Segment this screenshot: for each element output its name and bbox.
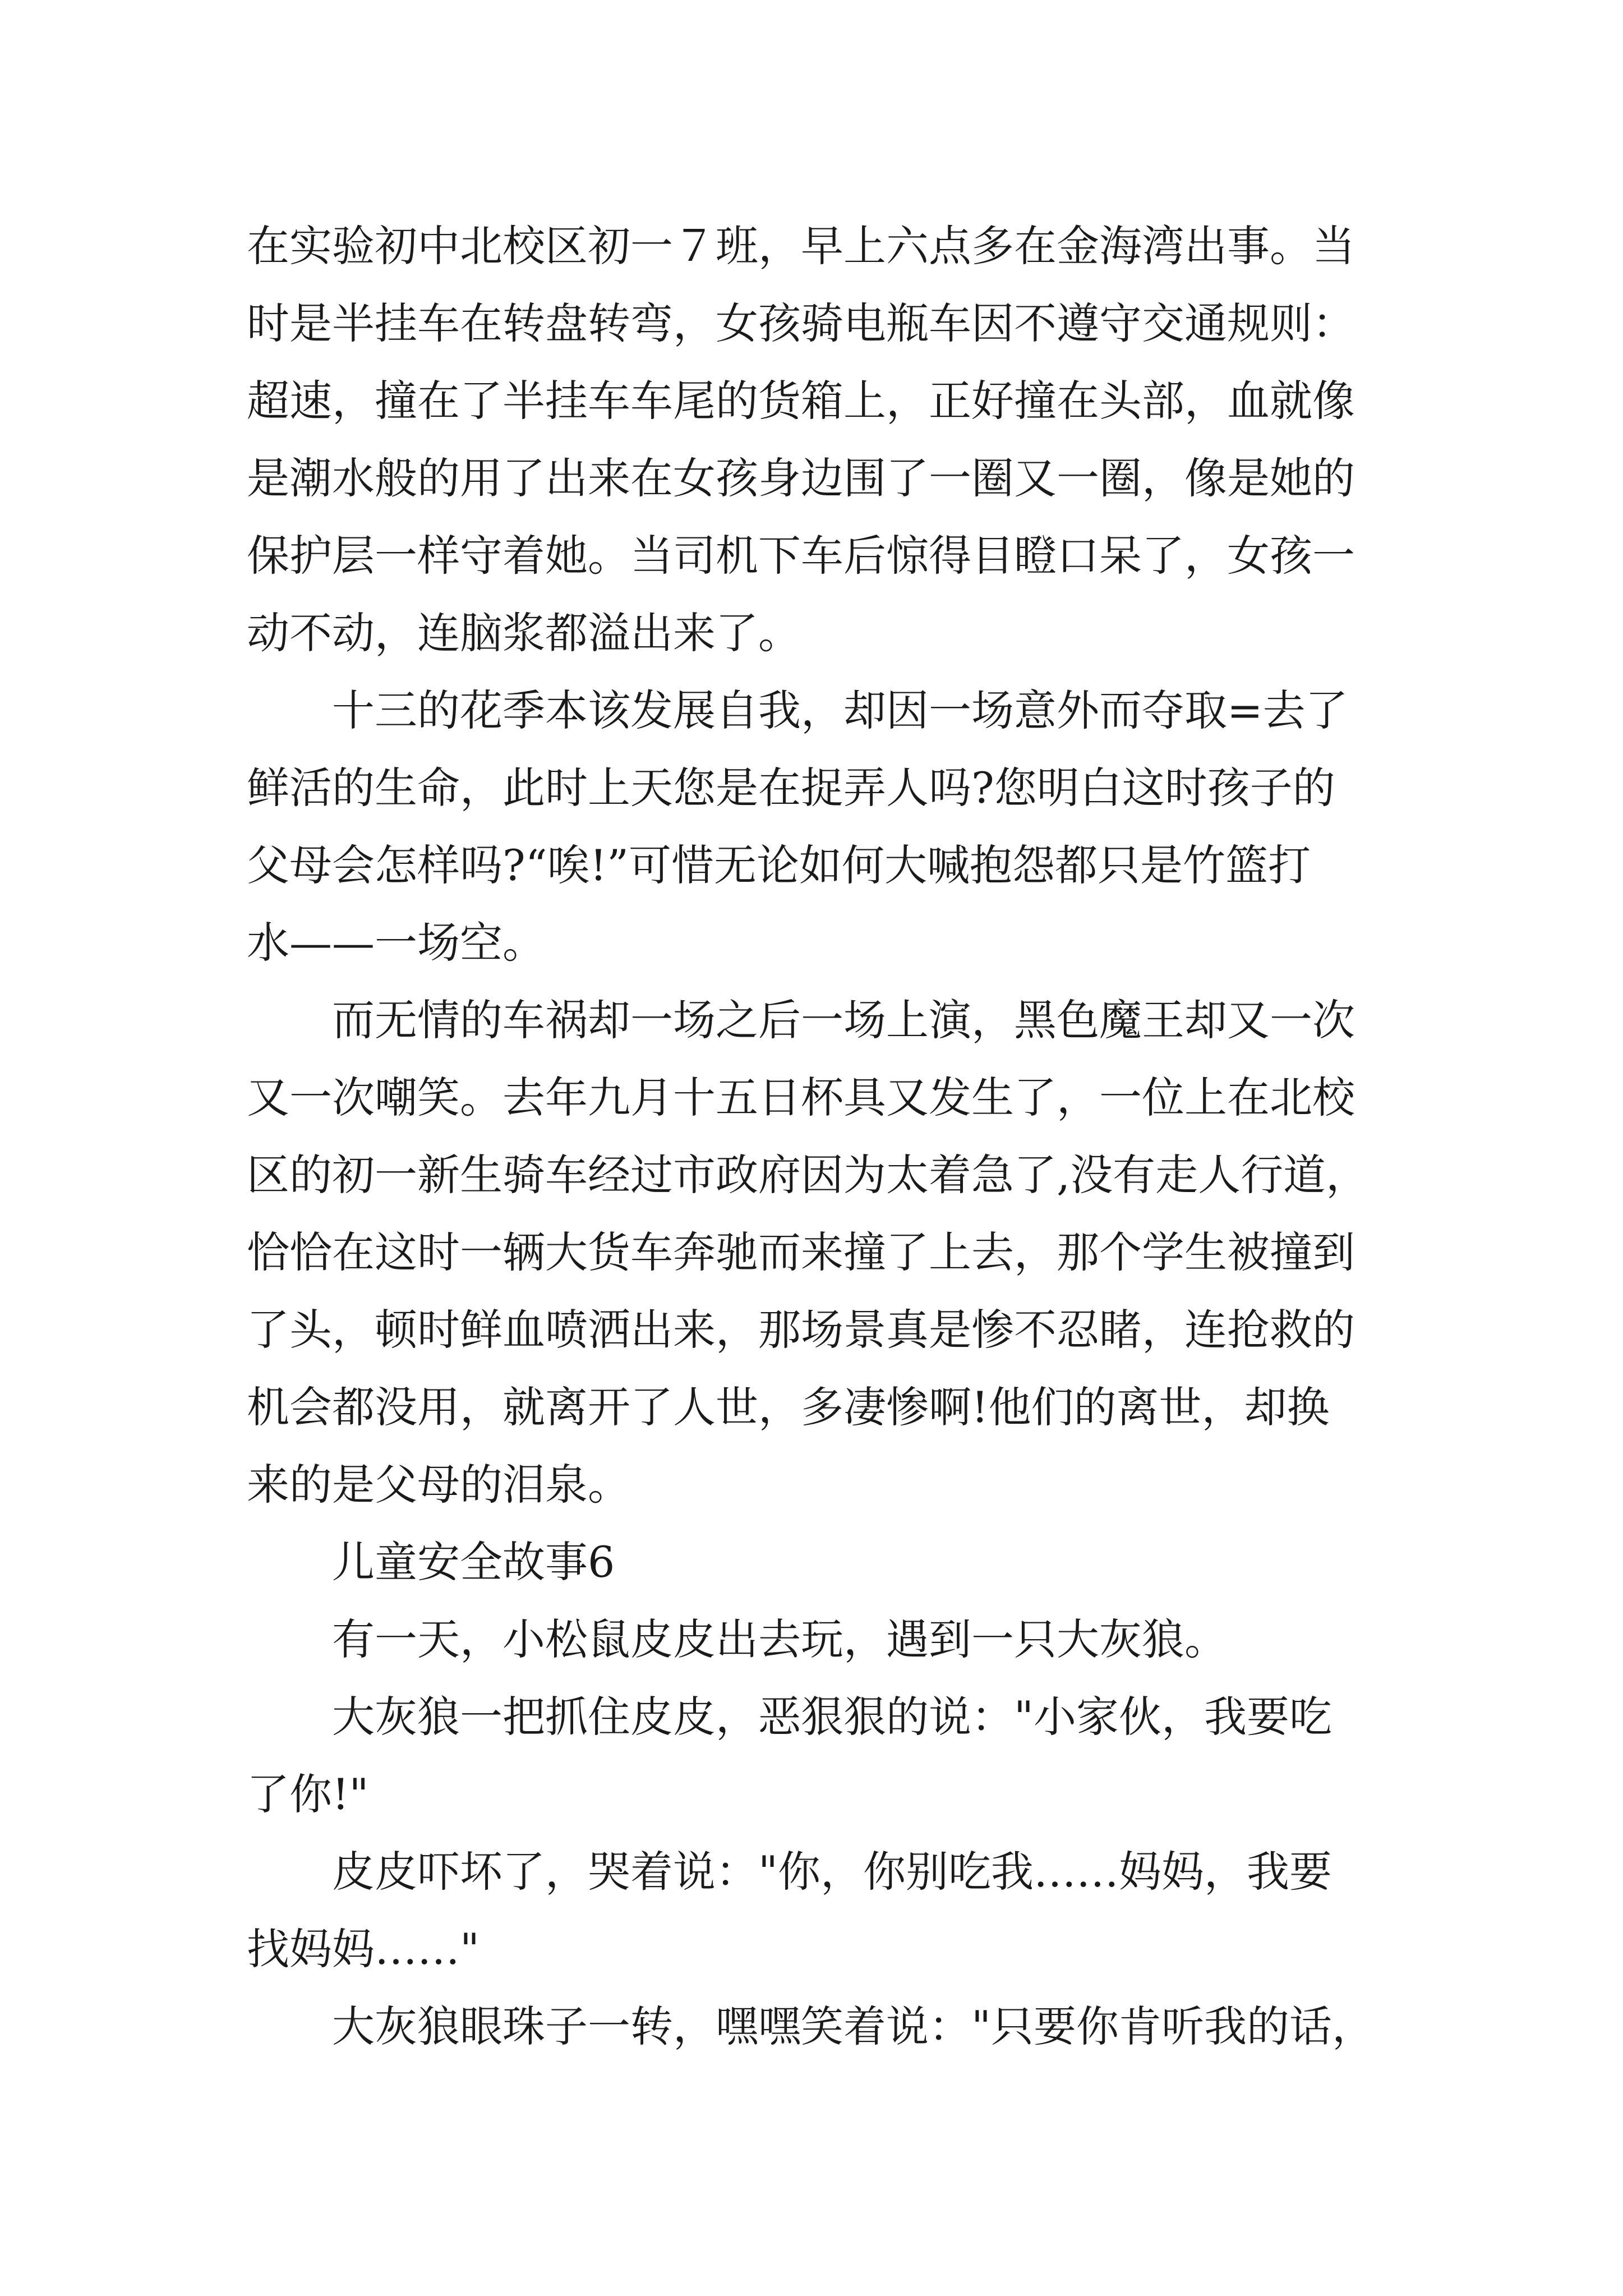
paragraph-start-line: 而无情的车祸却一场之后一场上演，黑色魔王却又一次 — [332, 995, 1355, 1045]
document-body — [247, 208, 1380, 2065]
text-line: 找妈妈……" — [247, 1924, 479, 1974]
text-line: 来的是父母的泪泉。 — [247, 1460, 630, 1510]
text-line: 保护层一样守着她。当司机下车后惊得目瞪口呆了，女孩一 — [247, 531, 1355, 581]
text-line: 鲜活的生命，此时上天您是在捉弄人吗?您明白这时孩子的 — [247, 763, 1335, 813]
text-line: 动不动，连脑浆都溢出来了。 — [247, 608, 801, 658]
paragraph-start-line: 大灰狼眼珠子一转，嘿嘿笑着说："只要你肯听我的话， — [332, 2001, 1375, 2051]
text-line: 时是半挂车在转盘转弯，女孩骑电瓶车因不遵守交通规则： — [247, 298, 1355, 348]
text-line: 水——一场空。 — [247, 918, 545, 968]
text-line: 机会都没用，就离开了人世，多凄惨啊!他们的离世，却换 — [247, 1382, 1330, 1432]
text-line: 了头，顿时鲜血喷洒出来，那场景真是惨不忍睹，连抢救的 — [247, 1305, 1355, 1355]
text-line: 了你!" — [247, 1769, 369, 1819]
text-line: 在实验初中北校区初一７班，早上六点多在金海湾出事。当 — [247, 221, 1355, 271]
section-heading: 儿童安全故事6 — [332, 1537, 615, 1587]
paragraph-start-line: 有一天，小松鼠皮皮出去玩，遇到一只大灰狼。 — [332, 1614, 1227, 1664]
text-line: 恰恰在这时一辆大货车奔驰而来撞了上去，那个学生被撞到 — [247, 1227, 1355, 1277]
text-line: 是潮水般的用了出来在女孩身边围了一圈又一圈，像是她的 — [247, 453, 1355, 503]
text-line: 父母会怎样吗?“唉!”可惜无论如何大喊抱怨都只是竹篮打 — [247, 840, 1311, 890]
paragraph-start-line: 大灰狼一把抓住皮皮，恶狠狠的说："小家伙，我要吃 — [332, 1692, 1332, 1742]
text-line: 区的初一新生骑车经过市政府因为太着急了,没有走人行道， — [247, 1150, 1369, 1200]
paragraph-start-line: 皮皮吓坏了，哭着说："你，你别吃我……妈妈，我要 — [332, 1847, 1332, 1897]
text-line: 又一次嘲笑。去年九月十五日杯具又发生了，一位上在北校 — [247, 1073, 1355, 1122]
paragraph-start-line: 十三的花季本该发展自我，却因一场意外而夺取=去了 — [332, 685, 1348, 735]
text-line: 超速，撞在了半挂车车尾的货箱上，正好撞在头部，血就像 — [247, 376, 1355, 426]
